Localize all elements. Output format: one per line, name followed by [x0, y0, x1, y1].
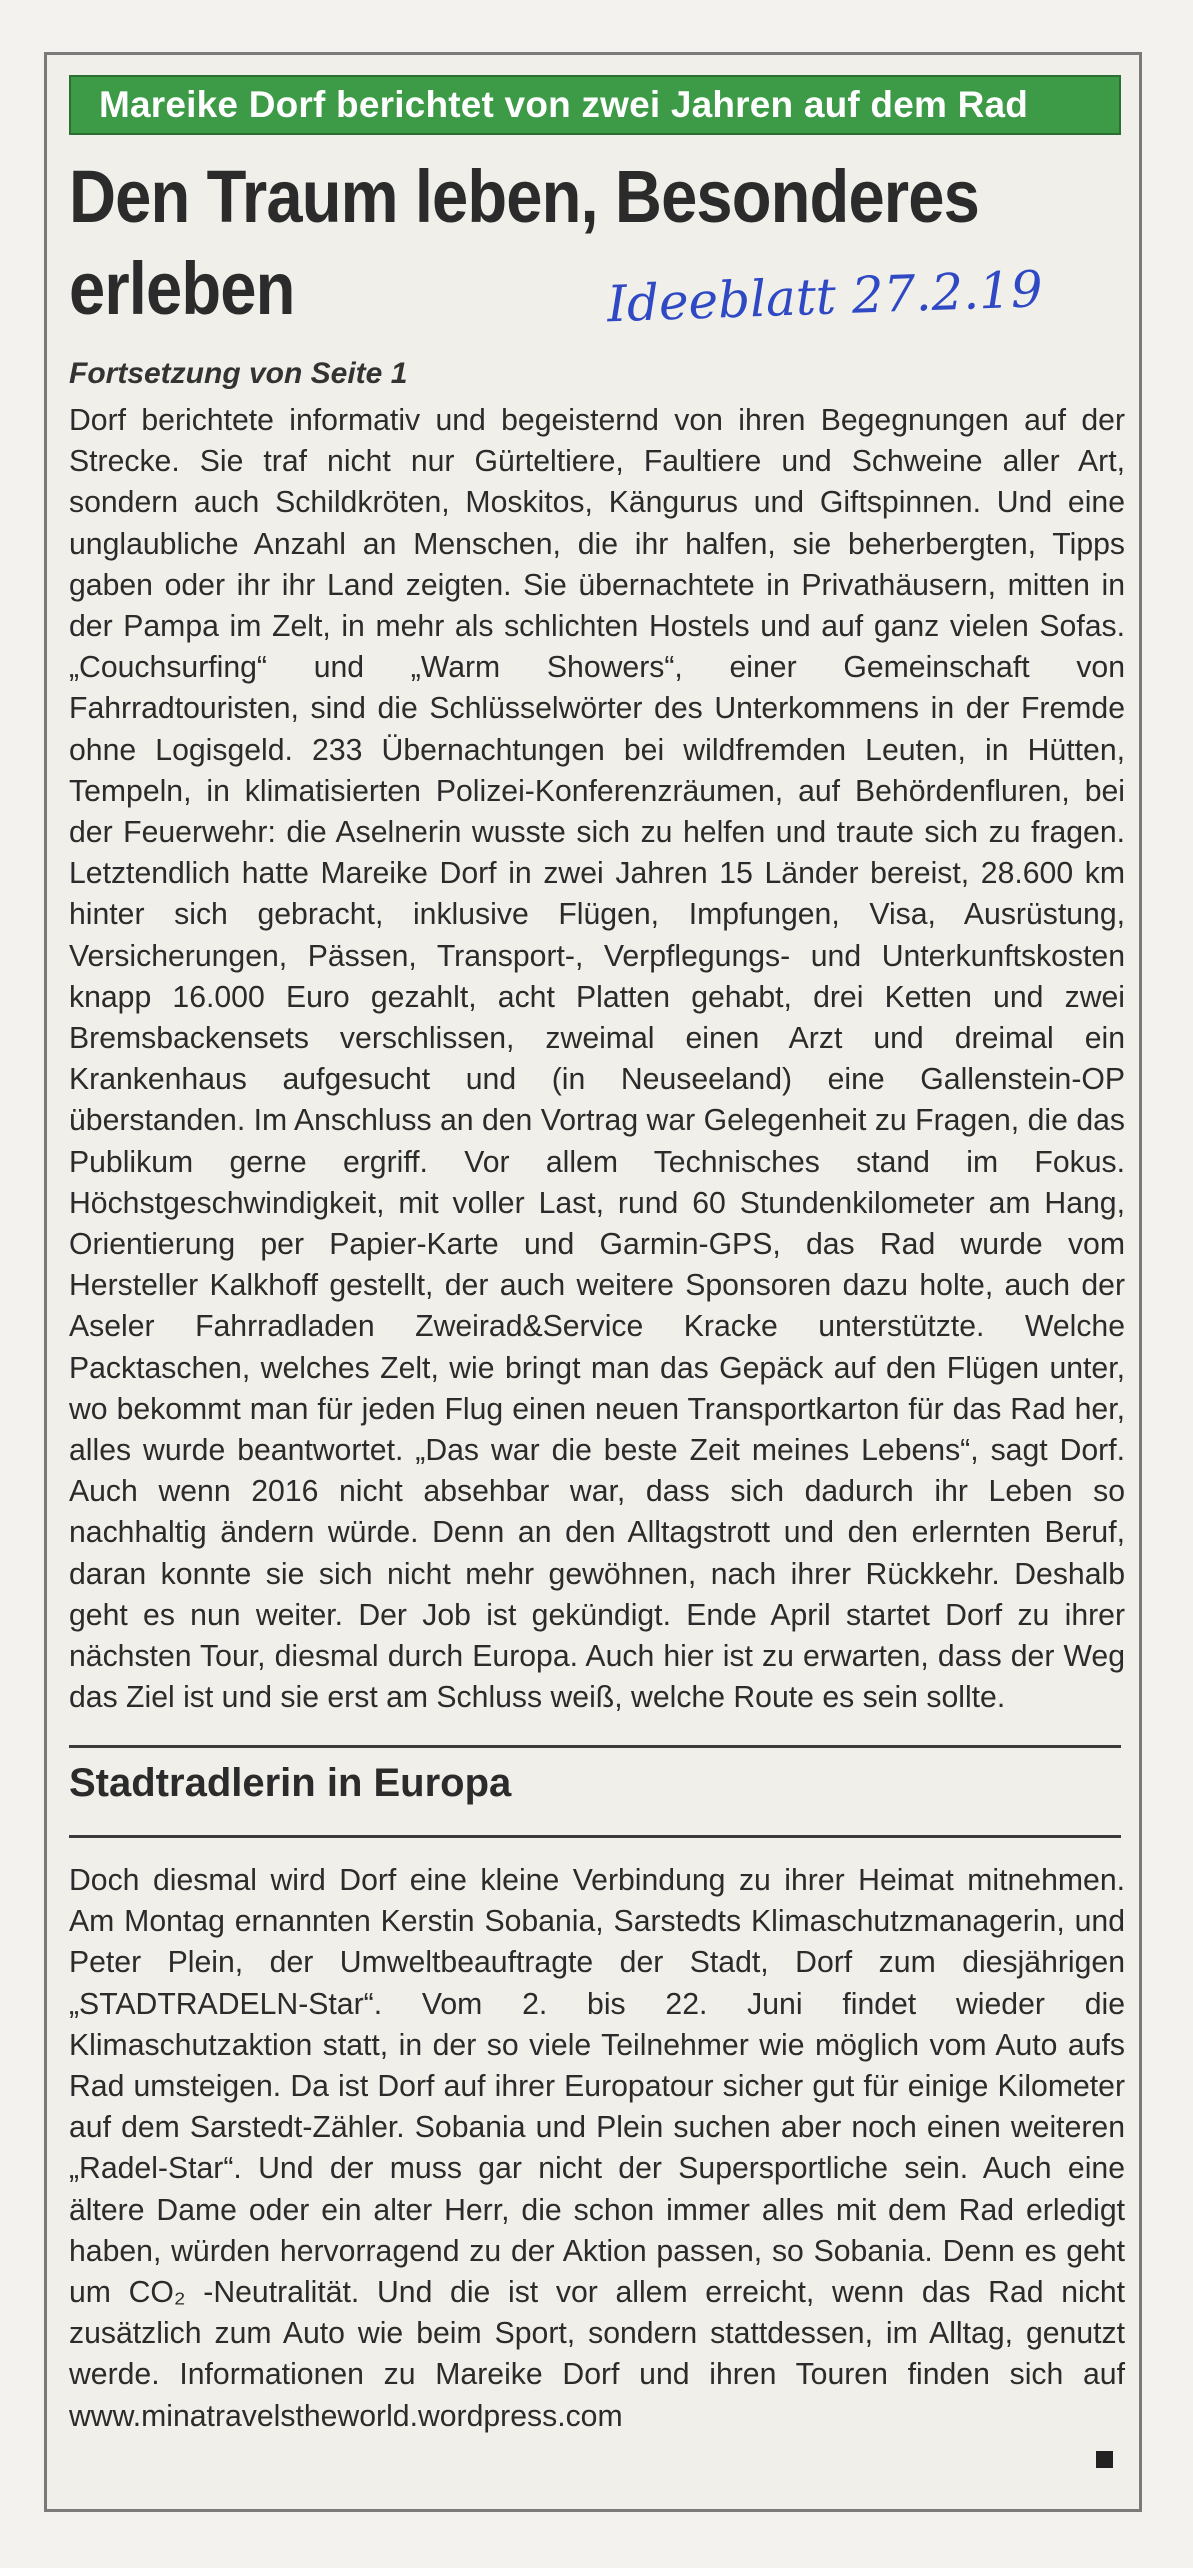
headline: Den Traum leben, Besonderes erleben	[69, 155, 979, 330]
divider-rule	[69, 1835, 1121, 1838]
handwritten-date-note: Ideeblatt 27.2.19	[606, 260, 1044, 334]
body-paragraph: Doch diesmal wird Dorf eine kleine Verbindung zu ihrer Heimat mitnehmen. Am Montag ernannten Kerstin Sobania, Sarstedts Klimaschutzmanagerin, und Peter Plein, der Umweltbeauftragte der Stadt, Dorf zum diesjährigen „STADTRADELN-Star“. Vom 2. bis 22. Juni findet wieder die Klimaschutzaktion statt, in der so viele Teilnehmer wie möglich vom Auto aufs Rad umsteigen. Da ist Dorf auf ihrer Europatour sicher gut für einige Kilometer auf dem Sarstedt-Zähler. Sobania und Plein suchen aber noch einen weiteren „Radel-Star“. Und der muss gar nicht der Supersportliche sein. Auch eine ältere Dame oder ein alter Herr, die schon immer alles mit dem Rad erledigt haben, würden hervorragend zu der Aktion passen, so Sobania. Denn es geht um CO₂ -Neutralität. Und die ist vor allem erreicht, wenn das Rad nicht zusätzlich zum Auto wie beim Sport, sondern stattdessen, im Alltag, genutzt werde. Informationen zu Mareike Dorf und ihren Touren finden sich auf www.minatravelstheworld.wordpress.com	[69, 1864, 1125, 2433]
subheading: Stadtradlerin in Europa	[69, 1761, 512, 1805]
continuation-note: Fortsetzung von Seite 1	[69, 357, 408, 390]
end-of-article-mark	[1096, 2451, 1113, 2468]
divider-rule	[69, 1745, 1121, 1748]
kicker-bar: Mareike Dorf berichtet von zwei Jahren auf dem Rad	[69, 75, 1121, 135]
body-paragraph: Dorf berichtete informativ und begeisternd von ihren Begegnungen auf der Strecke. Sie traf nicht nur Gürteltiere, Faultiere und Schweine aller Art, sondern auch Schildkröten, Moskitos, Kängurus und Giftspinnen. Und eine unglaubliche Anzahl an Menschen, die ihr halfen, sie beherbergten, Tipps gaben oder ihr ihr Land zeigten. Sie übernachtete in Privathäusern, mitten in der Pampa im Zelt, in mehr als schlichten Hostels und auf ganz vielen Sofas. „Couchsurfing“ und „Warm Showers“, einer Gemeinschaft von Fahrradtouristen, sind die Schlüsselwörter des Unterkommens in der Fremde ohne Logisgeld. 233 Übernachtungen bei wildfremden Leuten, in Hütten, Tempeln, in klimatisierten Polizei-Konferenzräumen, auf Behördenfluren, bei der Feuerwehr: die Aselnerin wusste sich zu helfen und traute sich zu fragen. Letztendlich hatte Mareike Dorf in zwei Jahren 15 Länder bereist, 28.600 km hinter sich gebracht, inklusive Flügen, Impfungen, Visa, Ausrüstung, Versicherungen, Pässen, Transport-, Verpflegungs- und Unterkunftskosten knapp 16.000 Euro gezahlt, acht Platten gehabt, drei Ketten und zwei Bremsbackensets verschlissen, zweimal einen Arzt und dreimal ein Krankenhaus aufgesucht und (in Neuseeland) eine Gallenstein-OP überstanden. Im Anschluss an den Vortrag war Gelegenheit zu Fragen, die das Publikum gerne ergriff. Vor allem Technisches stand im Fokus. Höchstgeschwindigkeit, mit voller Last, rund 60 Stundenkilometer am Hang, Orientierung per Papier-Karte und Garmin-GPS, das Rad wurde vom Hersteller Kalkhoff gestellt, der auch weitere Sponsoren dazu holte, auch der Aseler Fahrradladen Zweirad&Service Kracke unterstützte. Welche Packtaschen, welches Zelt, wie bringt man das Gepäck auf den Flügen unter, wo bekommt man für jeden Flug einen neuen Transportkarton für das Rad her, alles wurde beantwortet. „Das war die beste Zeit meines Lebens“, sagt Dorf. Auch wenn 2016 nicht absehbar war, dass sich dadurch ihr Leben so nachhaltig ändern würde. Denn an den Alltagstrott und den erlernten Beruf, daran konnte sie sich nicht mehr gewöhnen, nach ihrer Rückkehr. Deshalb geht es nun weiter. Der Job ist gekündigt. Ende April startet Dorf zu ihrer nächsten Tour, diesmal durch Europa. Auch hier ist zu erwarten, dass der Weg das Ziel ist und sie erst am Schluss weiß, welche Route es sein sollte.	[69, 404, 1125, 1715]
newspaper-clipping	[44, 52, 1142, 2512]
